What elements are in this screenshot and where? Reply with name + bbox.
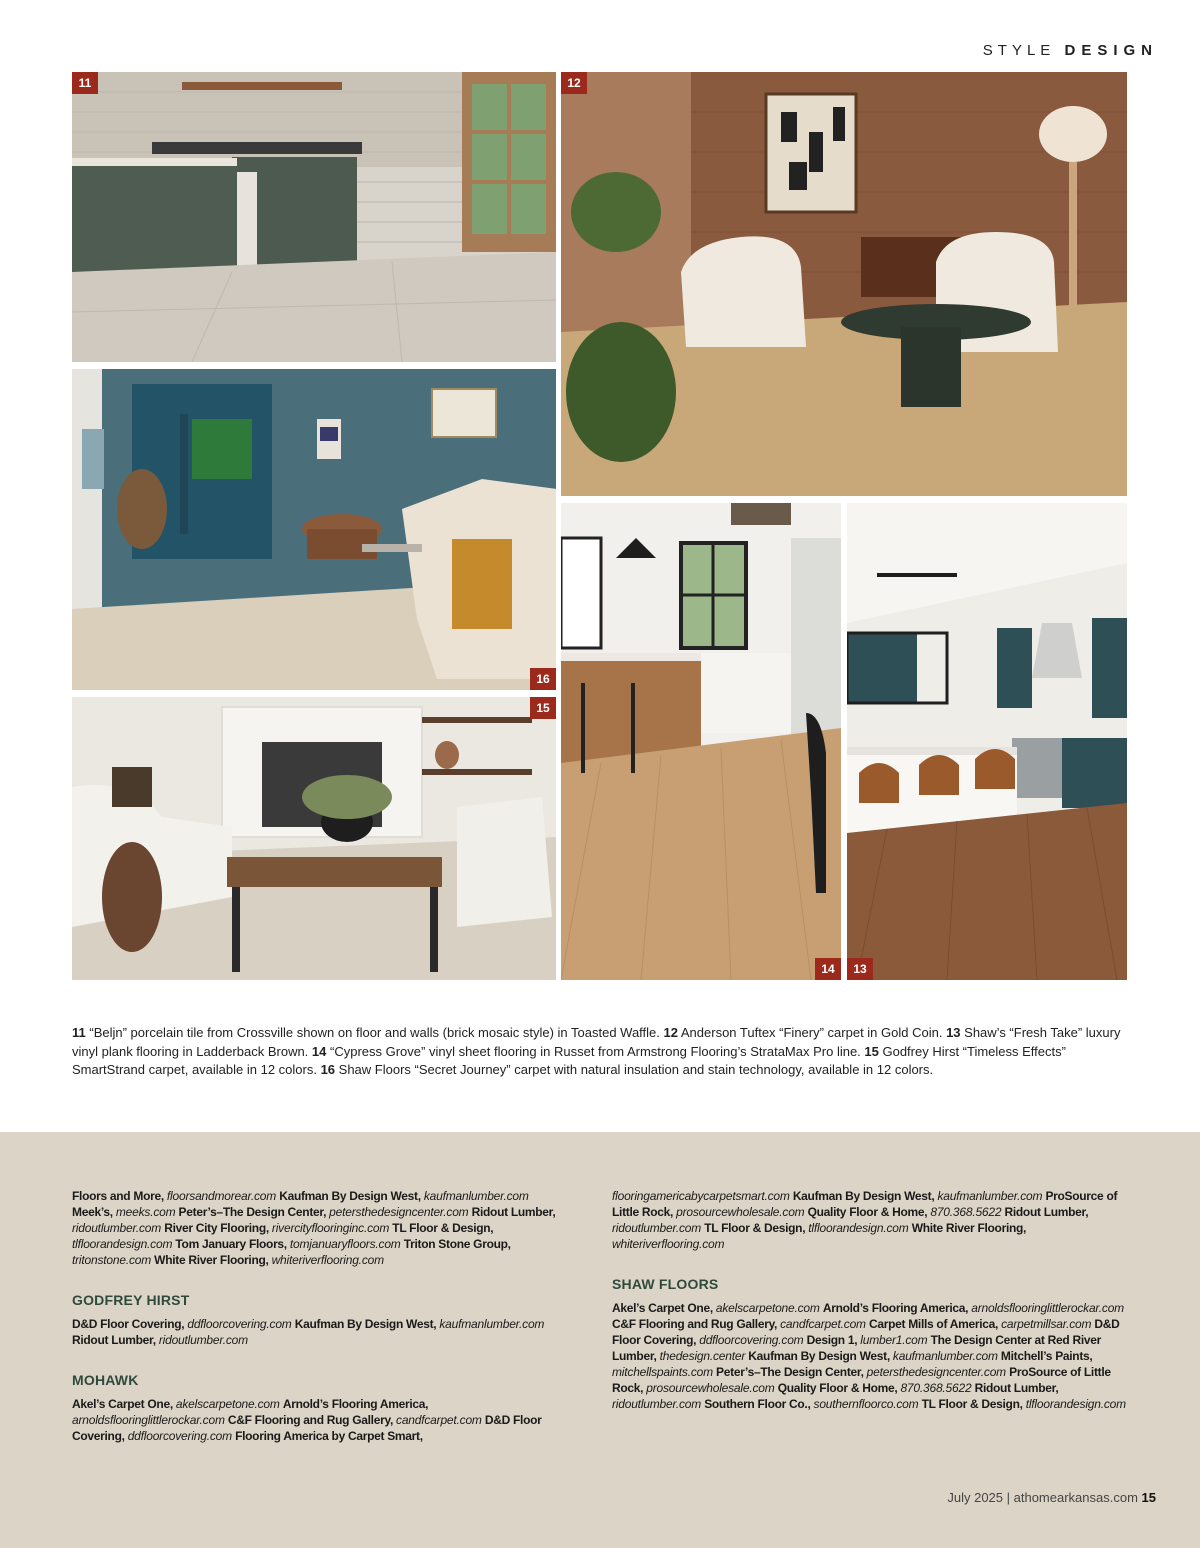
retailer-name: Kaufman By Design West, bbox=[792, 1189, 938, 1203]
photo-badge-14: 14 bbox=[815, 958, 841, 980]
retailer-url[interactable]: floorsandmorear.com bbox=[166, 1189, 280, 1203]
photo-caption bbox=[72, 1024, 1132, 1080]
caption-num-16: 16 bbox=[320, 1062, 336, 1077]
footer-site: athomearkansas.com bbox=[1013, 1490, 1138, 1505]
retailer-url[interactable]: tlfloorandesign.com bbox=[808, 1221, 912, 1235]
retailer-name: D&D Floor Covering, bbox=[612, 1317, 1120, 1347]
photo-badge-13: 13 bbox=[847, 958, 873, 980]
retailer-name: Southern Floor Co., bbox=[704, 1397, 814, 1411]
retailer-url[interactable]: akelscarpetone.com bbox=[175, 1397, 283, 1411]
retailer-url[interactable]: candfcarpet.com bbox=[396, 1413, 485, 1427]
photo-living-room-gold bbox=[561, 72, 1127, 496]
photo-family-room-blue bbox=[72, 369, 556, 690]
photo-kitchen-brown-vinyl bbox=[847, 503, 1127, 980]
retailer-name: Flooring America by Carpet Smart, bbox=[235, 1429, 423, 1443]
retailer-url[interactable]: ddfloorcovering.com bbox=[187, 1317, 295, 1331]
retailer-name: Arnold’s Flooring America, bbox=[822, 1301, 972, 1315]
retailer-name: Akel’s Carpet One, bbox=[72, 1397, 176, 1411]
photo-kitchen-tile bbox=[72, 72, 556, 362]
retailer-name: Ridout Lumber, bbox=[72, 1333, 159, 1347]
retailer-url[interactable]: tlfloorandesign.com bbox=[1025, 1397, 1126, 1411]
retailer-url[interactable]: petersthedesigncenter.com bbox=[866, 1365, 1010, 1379]
retailer-name: White River Flooring, bbox=[154, 1253, 272, 1267]
retailer-name: Meek’s, bbox=[72, 1205, 116, 1219]
retailer-url[interactable]: meeks.com bbox=[115, 1205, 179, 1219]
retailer-name: The Design Center at Red River Lumber, bbox=[612, 1333, 1101, 1363]
retailer-url[interactable]: 870.368.5622 bbox=[930, 1205, 1005, 1219]
retailer-url[interactable]: ddfloorcovering.com bbox=[127, 1429, 236, 1443]
retailer-name: Carpet Mills of America, bbox=[868, 1317, 1002, 1331]
retailer-name: Kaufman By Design West, bbox=[748, 1349, 893, 1363]
page-number: 15 bbox=[1141, 1490, 1156, 1505]
retailer-url[interactable]: ridoutlumber.com bbox=[612, 1221, 705, 1235]
retailer-name: TL Floor & Design, bbox=[392, 1221, 494, 1235]
retailer-url[interactable]: petersthedesigncenter.com bbox=[329, 1205, 472, 1219]
retailer-name: Mitchell’s Paints, bbox=[1000, 1349, 1093, 1363]
retailer-url[interactable]: arnoldsflooringlittlerockar.com bbox=[971, 1301, 1124, 1315]
footer-issue: July 2025 bbox=[947, 1490, 1004, 1505]
retailer-url[interactable]: kaufmanlumber.com bbox=[892, 1349, 1001, 1363]
retailer-url[interactable]: rivercityflooringinc.com bbox=[271, 1221, 393, 1235]
retailer-url[interactable]: ridoutlumber.com bbox=[612, 1397, 705, 1411]
retailer-name: D&D Floor Covering, bbox=[72, 1413, 542, 1443]
retailer-name: Arnold’s Flooring America, bbox=[282, 1397, 429, 1411]
retailer-url[interactable]: ddfloorcovering.com bbox=[699, 1333, 807, 1347]
retailer-column-right bbox=[612, 1188, 1132, 1412]
retailer-name: Quality Floor & Home, bbox=[777, 1381, 901, 1395]
photo-living-room-fireplace bbox=[72, 697, 556, 980]
retailer-url[interactable]: kaufmanlumber.com bbox=[439, 1317, 545, 1331]
retailer-url[interactable]: whiteriverflooring.com bbox=[271, 1253, 384, 1267]
retailer-url[interactable]: flooringamericabycarpetsmart.com bbox=[612, 1189, 793, 1203]
retailer-name: C&F Flooring and Rug Gallery, bbox=[612, 1317, 781, 1331]
caption-text-15: Godfrey Hirst “Timeless Effects” SmartStrand carpet, available in 12 colors. bbox=[72, 1043, 1066, 1077]
retailer-name: Ridout Lumber, bbox=[974, 1381, 1059, 1395]
page-footer: July 2025 | athomearkansas.com 15 bbox=[947, 1490, 1156, 1505]
photo-badge-12: 12 bbox=[561, 72, 587, 94]
retailer-name: ProSource of Little Rock, bbox=[612, 1365, 1111, 1395]
retailer-list bbox=[612, 1300, 1132, 1412]
caption-num-13: 13 bbox=[946, 1025, 961, 1040]
retailer-name: Ridout Lumber, bbox=[471, 1205, 556, 1219]
photo-badge-15: 15 bbox=[530, 697, 556, 719]
retailer-name: ProSource of Little Rock, bbox=[612, 1189, 1118, 1219]
retailer-url[interactable]: candfcarpet.com bbox=[780, 1317, 869, 1331]
retailer-url[interactable]: tomjanuaryfloors.com bbox=[289, 1237, 404, 1251]
retailer-list bbox=[72, 1316, 572, 1348]
retailer-name: Tom January Floors, bbox=[175, 1237, 290, 1251]
retailer-url[interactable]: akelscarpetone.com bbox=[715, 1301, 823, 1315]
retailer-name: River City Flooring, bbox=[164, 1221, 272, 1235]
retailer-url[interactable]: tritonstone.com bbox=[72, 1253, 155, 1267]
retailer-name: Akel’s Carpet One, bbox=[612, 1301, 716, 1315]
brand-heading-godfrey-hirst: GODFREY HIRST bbox=[72, 1292, 190, 1308]
retailer-list bbox=[612, 1188, 1132, 1252]
section-label-style: STYLE bbox=[982, 42, 1056, 59]
brand-heading-shaw-floors: SHAW FLOORS bbox=[612, 1276, 719, 1292]
retailer-name: C&F Flooring and Rug Gallery, bbox=[227, 1413, 397, 1427]
retailer-name: Kaufman By Design West, bbox=[294, 1317, 440, 1331]
retailer-url[interactable]: prosourcewholesale.com bbox=[676, 1205, 808, 1219]
retailer-url[interactable]: mitchellspaints.com bbox=[612, 1365, 717, 1379]
caption-text-16: Shaw Floors “Secret Journey” carpet with natural insulation and stain technology, available in 12 colors. bbox=[335, 1062, 934, 1077]
retailer-name: Triton Stone Group, bbox=[403, 1237, 511, 1251]
brand-heading-mohawk: MOHAWK bbox=[72, 1372, 139, 1388]
retailer-name: Design 1, bbox=[806, 1333, 861, 1347]
caption-num-15: 15 bbox=[864, 1043, 879, 1059]
retailer-url[interactable]: kaufmanlumber.com bbox=[423, 1189, 529, 1203]
retailer-url[interactable]: kaufmanlumber.com bbox=[937, 1189, 1046, 1203]
photo-kitchen-light-wood bbox=[561, 503, 841, 980]
section-label-design: DESIGN bbox=[1064, 42, 1158, 59]
section-header bbox=[983, 42, 1158, 59]
caption-text-11: “Beljn” porcelain tile from Crossville shown on floor and walls (brick mosaic style) in Toasted Waffle. bbox=[85, 1025, 664, 1040]
retailer-url[interactable]: ridoutlumber.com bbox=[72, 1221, 165, 1235]
retailer-list bbox=[72, 1396, 572, 1444]
retailer-url[interactable]: whiteriverflooring.com bbox=[612, 1237, 725, 1251]
retailer-url[interactable]: carpetmillsar.com bbox=[1001, 1317, 1095, 1331]
retailer-list bbox=[72, 1188, 572, 1268]
retailer-name: TL Floor & Design, bbox=[704, 1221, 809, 1235]
retailer-name: D&D Floor Covering, bbox=[72, 1317, 188, 1331]
retailer-name: Kaufman By Design West, bbox=[279, 1189, 424, 1203]
retailer-name: White River Flooring, bbox=[911, 1221, 1027, 1235]
retailer-name: Quality Floor & Home, bbox=[807, 1205, 931, 1219]
retailer-url[interactable]: lumber1.com bbox=[860, 1333, 931, 1347]
caption-text-13: Shaw’s “Fresh Take” luxury vinyl plank flooring in Ladderback Brown. bbox=[72, 1025, 1121, 1059]
retailer-url[interactable]: southernfloorco.com bbox=[813, 1397, 922, 1411]
retailer-name: Floors and More, bbox=[72, 1189, 167, 1203]
retailer-name: Ridout Lumber, bbox=[1004, 1205, 1089, 1219]
retailer-url[interactable]: thedesign.center bbox=[659, 1349, 749, 1363]
retailer-url[interactable]: arnoldsflooringlittlerockar.com bbox=[72, 1413, 228, 1427]
retailer-name: TL Floor & Design, bbox=[921, 1397, 1026, 1411]
retailer-name: Peter’s–The Design Center, bbox=[716, 1365, 867, 1379]
retailer-url[interactable]: tlfloorandesign.com bbox=[72, 1237, 176, 1251]
caption-num-11: 11 bbox=[72, 1025, 86, 1040]
caption-text-12: Anderson Tuftex “Finery” carpet in Gold Coin. bbox=[677, 1025, 947, 1040]
photo-badge-16: 16 bbox=[530, 668, 556, 690]
retailer-column-left bbox=[72, 1188, 572, 1444]
retailer-url[interactable]: 870.368.5622 bbox=[900, 1381, 975, 1395]
caption-num-12: 12 bbox=[663, 1025, 678, 1040]
retailer-url[interactable]: prosourcewholesale.com bbox=[646, 1381, 778, 1395]
caption-num-14: 14 bbox=[311, 1043, 327, 1059]
retailer-url[interactable]: ridoutlumber.com bbox=[158, 1333, 248, 1347]
photo-badge-11: 11 bbox=[72, 72, 98, 94]
retailer-name: Peter’s–The Design Center, bbox=[178, 1205, 330, 1219]
caption-text-14: “Cypress Grove” vinyl sheet flooring in Russet from Armstrong Flooring’s StrataMax Pro line. bbox=[326, 1043, 865, 1059]
